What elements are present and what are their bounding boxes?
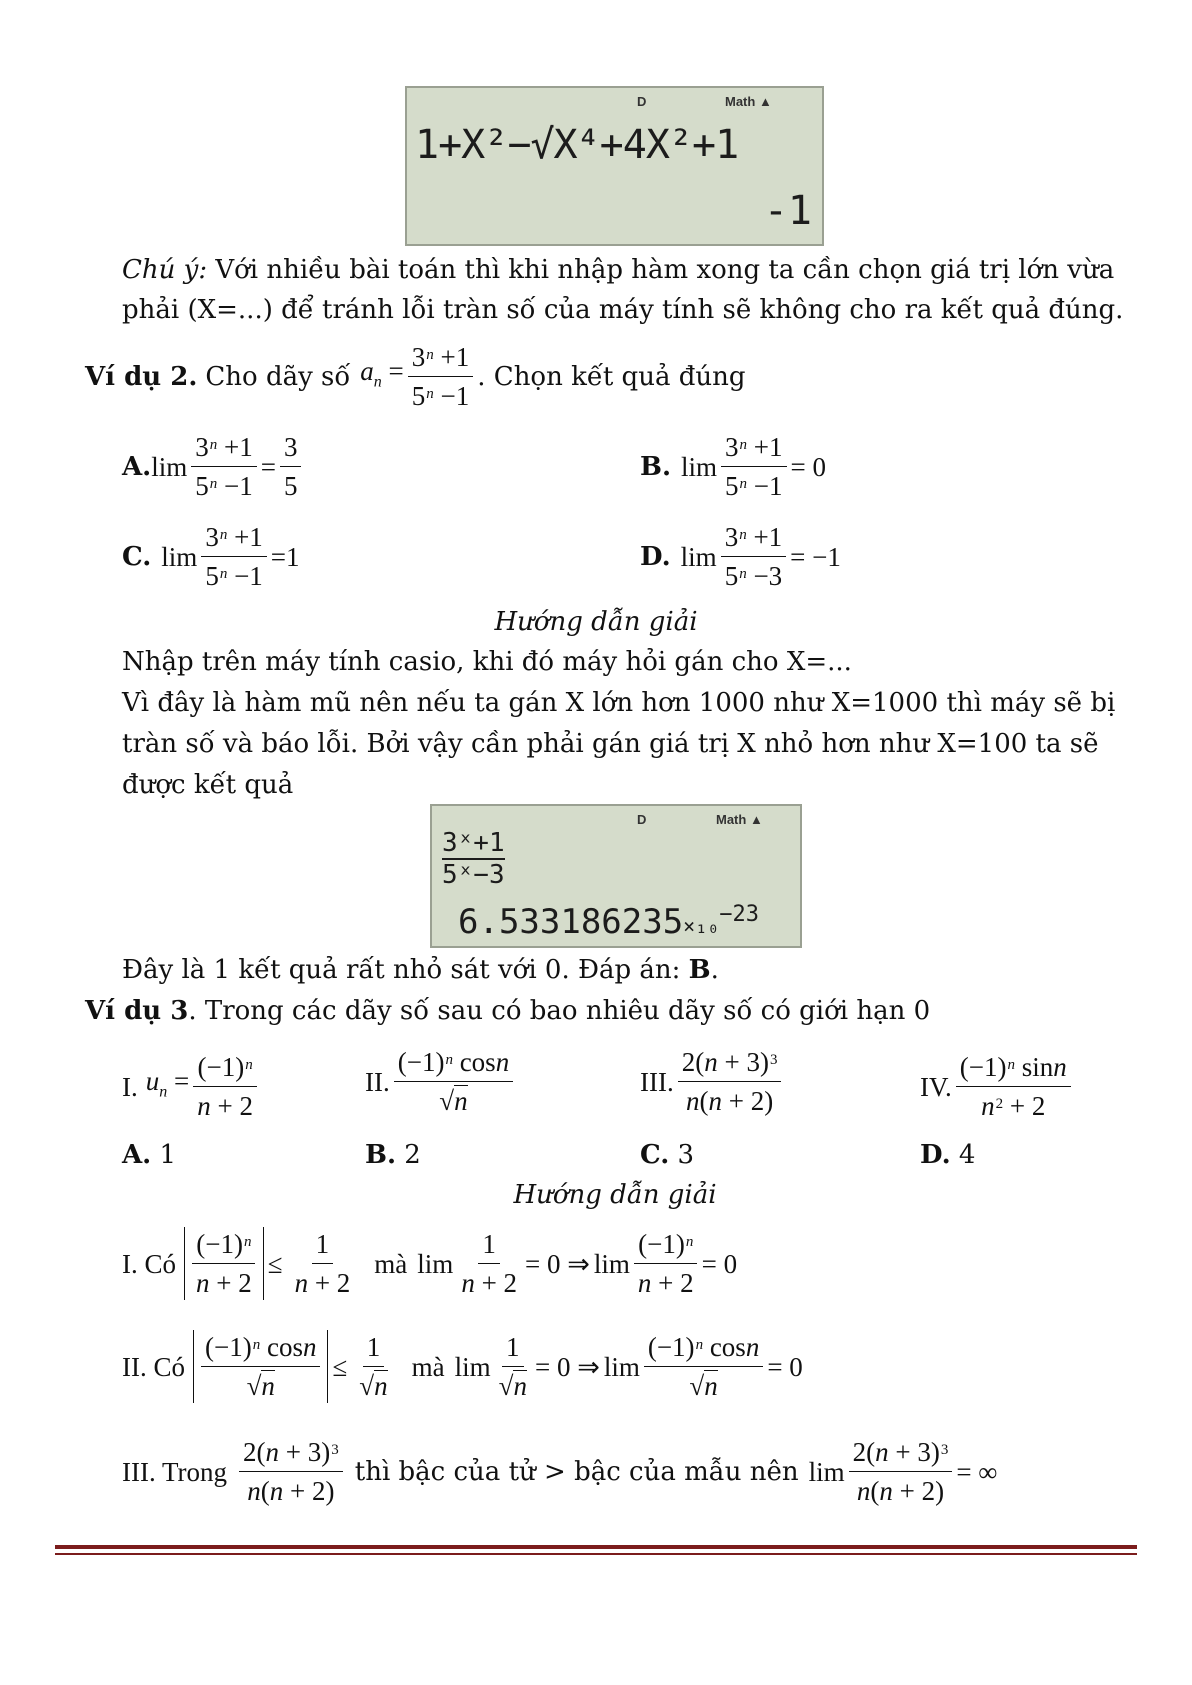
example-2-statement: Ví dụ 2. Cho dãy số $a_n$ = $\frac{3^n +1}{5^n -1}$ . Chọn kết quả đúng: [85, 342, 746, 411]
sequence-iv: IV. $\frac{(-1)^n \sin n}{n^2 + 2}$: [920, 1050, 1075, 1123]
solution-line-1: Nhập trên máy tính casio, khi đó máy hỏi gán cho X=...: [122, 647, 852, 677]
indicator-d: D: [637, 812, 647, 827]
solution-iii: III. Trong $\frac{2(n + 3)^3}{n(n + 2)}$ thì bậc của tử > bậc của mẫu nên lim $\frac{2(n + 3)^3}{n(n + 2)}$ = ∞: [122, 1437, 998, 1506]
calculator-screen-2: [430, 804, 802, 948]
calculator-result: 6.533186235×₁₀$^{-23}$: [458, 902, 760, 942]
example-3-label: Ví dụ 3: [85, 996, 189, 1026]
sequence-fraction: $\frac{3^n +1}{5^n -1}$: [408, 340, 473, 413]
indicator-math: Math ▲: [725, 94, 772, 109]
solution-line-4: được kết quả: [122, 770, 294, 800]
option-b: B. lim $\frac{3^n +1}{5^n -1}$ = 0: [640, 432, 827, 501]
example-2-label: Ví dụ 2.: [85, 361, 198, 392]
solution-line-3: tràn số và báo lỗi. Bởi vậy cần phải gán giá trị X nhỏ hơn như X=100 ta sẽ: [122, 729, 1099, 759]
solution-ii: II. Có $\frac{(-1)^n \cos n}{√n}$ ≤ $\frac{1}{√n}$ mà lim $\frac{1}{√n}$ = 0 ⇒ lim $\frac{(-1)^n \cos n}{√n}$ = 0: [122, 1332, 803, 1401]
answer-a: A. 1: [122, 1140, 177, 1170]
answer-b: B. 2: [365, 1140, 421, 1170]
footer-rule-thin: [55, 1553, 1137, 1555]
option-c: C. lim $\frac{3^n +1}{5^n -1}$ =1: [122, 522, 300, 591]
sequence-ii: II. $\frac{(-1)^n \cos n}{√n}$: [365, 1045, 517, 1118]
sequence-i: I. $u_n$ = $\frac{(-1)^n}{n + 2}$: [122, 1050, 261, 1123]
answer-c: C. 3: [640, 1140, 695, 1170]
note-line-2: phải (X=...) để tránh lỗi tràn số của máy tính sẽ không cho ra kết quả đúng.: [122, 295, 1124, 325]
calculator-fraction: 3ˣ+1 5ˣ−3: [442, 828, 505, 890]
answer-d: D. 4: [920, 1140, 976, 1170]
calculator-result: -1: [763, 188, 812, 234]
footer-rule-thick: [55, 1545, 1137, 1549]
calculator-screen-1: [405, 86, 824, 246]
indicator-math: Math ▲: [716, 812, 763, 827]
example-3-statement: Ví dụ 3. Trong các dãy số sau có bao nhiêu dãy số có giới hạn 0: [85, 996, 931, 1026]
guide-title-2: Hướng dẫn giải: [494, 607, 698, 637]
option-a: A. lim $\frac{3^n +1}{5^n -1}$ = $\frac{3}{5}$: [122, 430, 305, 503]
note-label: Chú ý:: [122, 255, 208, 285]
calculator-expression: 1+X²−√X⁴+4X²+1: [415, 122, 739, 168]
conclusion: Đây là 1 kết quả rất nhỏ sát với 0. Đáp án: B.: [122, 955, 719, 985]
option-d: D. lim $\frac{3^n +1}{5^n -3}$ = −1: [640, 522, 841, 591]
guide-title-3: Hướng dẫn giải: [513, 1180, 717, 1210]
solution-i: I. Có $\frac{(-1)^n}{n + 2}$ ≤ $\frac{1}{n + 2}$ mà lim $\frac{1}{n + 2}$ = 0 ⇒ lim $\frac{(-1)^n}{n + 2}$ = 0: [122, 1229, 738, 1298]
note-line-1: Chú ý: Với nhiều bài toán thì khi nhập hàm xong ta cần chọn giá trị lớn vừa: [122, 255, 1115, 285]
sequence-iii: III. $\frac{2(n + 3)^3}{n(n + 2)}$: [640, 1045, 785, 1118]
solution-line-2: Vì đây là hàm mũ nên nếu ta gán X lớn hơn 1000 như X=1000 thì máy sẽ bị: [122, 688, 1116, 718]
indicator-d: D: [637, 94, 647, 109]
